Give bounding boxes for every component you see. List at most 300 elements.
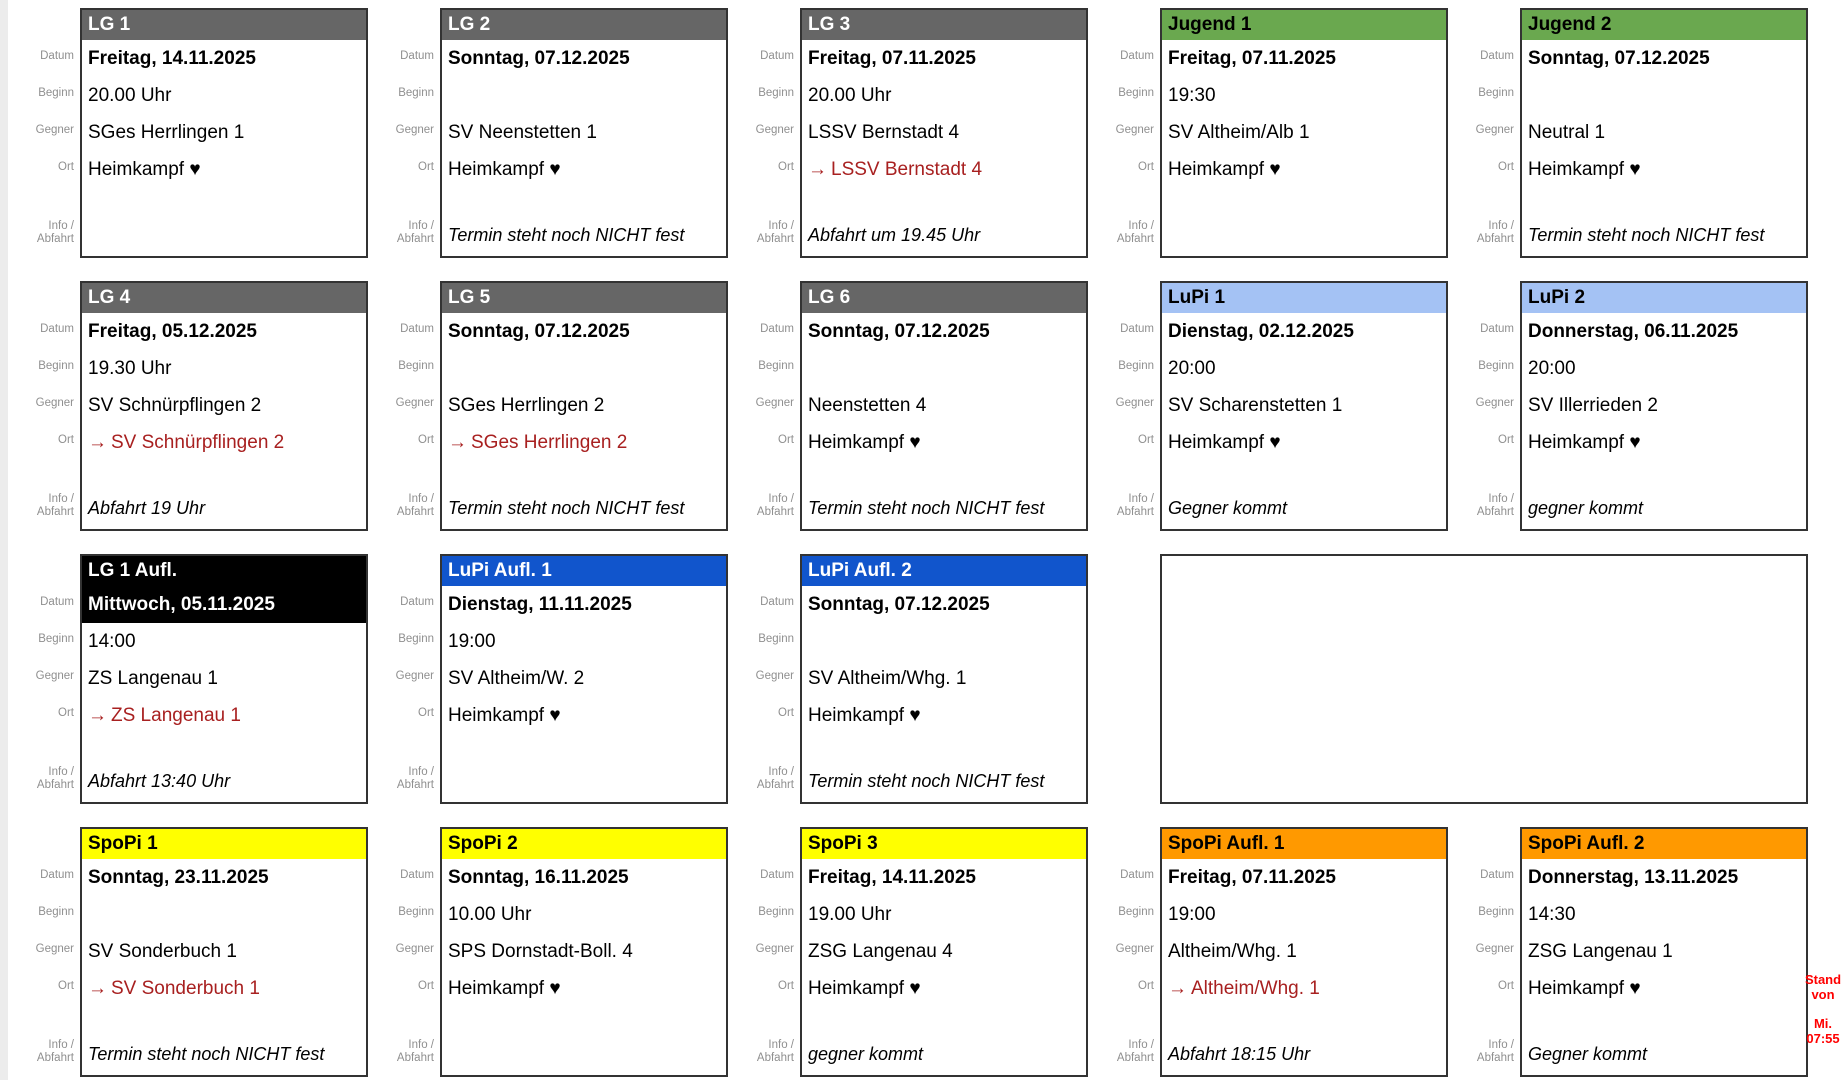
label-beginn: Beginn bbox=[398, 87, 434, 99]
label-beginn: Beginn bbox=[398, 906, 434, 918]
label-gegner: Gegner bbox=[395, 397, 434, 409]
away-arrow-icon: → bbox=[88, 432, 107, 453]
label-info-abfahrt bbox=[1448, 213, 1520, 253]
match-card bbox=[80, 281, 368, 531]
match-location bbox=[1522, 151, 1806, 188]
label-info-abfahrt bbox=[368, 213, 440, 253]
label-info-line1: Info / bbox=[48, 220, 74, 232]
label-spacer bbox=[1448, 459, 1520, 486]
match-location bbox=[1522, 424, 1806, 461]
match-location-text: Heimkampf ♥ bbox=[808, 978, 921, 999]
match-start-time: 19.30 Uhr bbox=[88, 358, 172, 379]
match-card bbox=[1520, 281, 1808, 531]
match-date: Sonntag, 23.11.2025 bbox=[88, 867, 269, 888]
label-info-line2: Abfahrt bbox=[1476, 506, 1514, 518]
label-gegner: Gegner bbox=[35, 397, 74, 409]
label-datum: Datum bbox=[1480, 323, 1514, 335]
match-start-time bbox=[1522, 77, 1806, 114]
label-info-line1: Info / bbox=[1128, 493, 1154, 505]
label-ort: Ort bbox=[778, 434, 794, 446]
match-date: Donnerstag, 06.11.2025 bbox=[1528, 321, 1739, 342]
label-datum: Datum bbox=[760, 50, 794, 62]
team-title: LuPi Aufl. 2 bbox=[802, 556, 1086, 586]
label-ort: Ort bbox=[418, 707, 434, 719]
match-location-text: Heimkampf ♥ bbox=[448, 978, 561, 999]
match-start-time: 10.00 Uhr bbox=[448, 904, 532, 925]
match-location bbox=[82, 424, 366, 461]
label-info-abfahrt bbox=[1448, 1032, 1520, 1072]
match-location-text: Heimkampf ♥ bbox=[1168, 159, 1281, 180]
label-info-line2: Abfahrt bbox=[1476, 233, 1514, 245]
card-spacer bbox=[442, 188, 726, 215]
match-location bbox=[442, 424, 726, 461]
match-start-time: 14:00 bbox=[88, 631, 136, 652]
match-start-time bbox=[442, 77, 726, 114]
label-info-line2: Abfahrt bbox=[36, 233, 74, 245]
label-spacer bbox=[8, 1005, 80, 1032]
match-date: Freitag, 14.11.2025 bbox=[88, 48, 256, 69]
card-spacer bbox=[1162, 461, 1446, 488]
row-label-gutter bbox=[368, 281, 440, 531]
team-title: LuPi 2 bbox=[1522, 283, 1806, 313]
row-label-gutter bbox=[368, 827, 440, 1077]
label-datum: Datum bbox=[760, 596, 794, 608]
stand-time: 07:55 bbox=[1806, 1031, 1840, 1046]
match-date: Mittwoch, 05.11.2025 bbox=[82, 586, 366, 623]
match-info: Abfahrt um 19.45 Uhr bbox=[808, 225, 981, 245]
label-info-abfahrt bbox=[8, 1032, 80, 1072]
match-opponent: SV Altheim/Alb 1 bbox=[1168, 122, 1310, 143]
row-label-gutter bbox=[8, 554, 80, 804]
label-info-line2: Abfahrt bbox=[756, 506, 794, 518]
label-datum: Datum bbox=[400, 596, 434, 608]
label-info-abfahrt bbox=[368, 759, 440, 799]
card-spacer bbox=[802, 188, 1086, 215]
match-start-time: 19.00 Uhr bbox=[808, 904, 892, 925]
label-beginn: Beginn bbox=[758, 87, 794, 99]
row-label-gutter bbox=[8, 281, 80, 531]
match-start-time: 19:00 bbox=[1168, 904, 1216, 925]
away-arrow-icon: → bbox=[1168, 978, 1187, 999]
match-location bbox=[82, 151, 366, 188]
match-location-text: SV Schnürpflingen 2 bbox=[111, 432, 285, 453]
team-title: SpoPi Aufl. 1 bbox=[1162, 829, 1446, 859]
label-spacer bbox=[368, 732, 440, 759]
match-opponent: Altheim/Whg. 1 bbox=[1168, 941, 1297, 962]
schedule-cell bbox=[8, 281, 368, 531]
label-info-line2: Abfahrt bbox=[756, 1052, 794, 1064]
row-label-gutter bbox=[368, 554, 440, 804]
match-date: Sonntag, 07.12.2025 bbox=[808, 321, 990, 342]
match-opponent: SV Sonderbuch 1 bbox=[88, 941, 237, 962]
label-datum: Datum bbox=[760, 323, 794, 335]
match-info: Termin steht noch NICHT fest bbox=[1528, 225, 1765, 245]
match-location-text: SV Sonderbuch 1 bbox=[111, 978, 260, 999]
match-opponent: Neutral 1 bbox=[1528, 122, 1606, 143]
label-info-line1: Info / bbox=[1128, 1039, 1154, 1051]
label-info-line2: Abfahrt bbox=[36, 779, 74, 791]
match-info: Termin steht noch NICHT fest bbox=[448, 225, 685, 245]
match-card bbox=[1160, 8, 1448, 258]
schedule-row bbox=[0, 827, 1843, 1077]
label-info-line1: Info / bbox=[48, 493, 74, 505]
card-spacer bbox=[1522, 461, 1806, 488]
schedule-cell bbox=[728, 281, 1088, 531]
schedule-row bbox=[0, 8, 1843, 258]
label-gegner: Gegner bbox=[755, 397, 794, 409]
label-datum: Datum bbox=[40, 323, 74, 335]
match-location bbox=[1162, 151, 1446, 188]
match-location bbox=[802, 424, 1086, 461]
label-gegner: Gegner bbox=[1475, 397, 1514, 409]
match-opponent: SGes Herrlingen 2 bbox=[448, 395, 605, 416]
schedule-cell bbox=[368, 554, 728, 804]
match-opponent: SV Altheim/W. 2 bbox=[448, 668, 585, 689]
label-spacer bbox=[728, 1005, 800, 1032]
label-info-line1: Info / bbox=[48, 766, 74, 778]
match-location bbox=[1162, 970, 1446, 1007]
label-info-abfahrt bbox=[1448, 486, 1520, 526]
label-gegner: Gegner bbox=[35, 124, 74, 136]
label-info-line1: Info / bbox=[1128, 220, 1154, 232]
match-start-time: 20:00 bbox=[1168, 358, 1216, 379]
card-spacer bbox=[82, 461, 366, 488]
label-gegner: Gegner bbox=[395, 670, 434, 682]
match-card bbox=[1160, 281, 1448, 531]
label-info-abfahrt bbox=[1088, 486, 1160, 526]
row-label-gutter bbox=[728, 281, 800, 531]
match-location-text: Heimkampf ♥ bbox=[1168, 432, 1281, 453]
match-date: Dienstag, 11.11.2025 bbox=[448, 594, 632, 615]
card-spacer bbox=[1522, 188, 1806, 215]
label-spacer bbox=[728, 459, 800, 486]
match-date: Freitag, 05.12.2025 bbox=[88, 321, 257, 342]
match-location-text: Altheim/Whg. 1 bbox=[1191, 978, 1320, 999]
match-start-time: 20.00 Uhr bbox=[808, 85, 892, 106]
label-beginn: Beginn bbox=[1118, 906, 1154, 918]
card-spacer bbox=[1522, 1007, 1806, 1034]
label-info-abfahrt bbox=[8, 759, 80, 799]
label-datum: Datum bbox=[400, 869, 434, 881]
label-gegner: Gegner bbox=[755, 124, 794, 136]
match-info: Abfahrt 18:15 Uhr bbox=[1168, 1044, 1311, 1064]
match-card bbox=[1520, 827, 1808, 1077]
schedule-cell bbox=[1088, 281, 1448, 531]
match-location bbox=[442, 697, 726, 734]
label-datum: Datum bbox=[400, 50, 434, 62]
label-spacer bbox=[8, 459, 80, 486]
match-info bbox=[442, 1034, 726, 1074]
match-start-time bbox=[82, 896, 366, 933]
label-info-line2: Abfahrt bbox=[36, 1052, 74, 1064]
match-date: Freitag, 14.11.2025 bbox=[808, 867, 976, 888]
label-spacer bbox=[1088, 1005, 1160, 1032]
label-info-abfahrt bbox=[1088, 213, 1160, 253]
match-card bbox=[1160, 827, 1448, 1077]
match-info bbox=[1162, 215, 1446, 255]
match-start-time bbox=[802, 623, 1086, 660]
label-datum: Datum bbox=[40, 50, 74, 62]
label-spacer bbox=[368, 186, 440, 213]
stand-day: Mi. bbox=[1813, 1016, 1833, 1031]
match-opponent: SV Schnürpflingen 2 bbox=[88, 395, 262, 416]
stand-gap bbox=[1804, 1002, 1842, 1016]
label-datum: Datum bbox=[400, 323, 434, 335]
match-start-time: 19:00 bbox=[448, 631, 496, 652]
team-title: LG 5 bbox=[442, 283, 726, 313]
team-title: LuPi Aufl. 1 bbox=[442, 556, 726, 586]
match-date: Sonntag, 07.12.2025 bbox=[448, 321, 630, 342]
label-info-line2: Abfahrt bbox=[1116, 233, 1154, 245]
match-opponent: SV Illerrieden 2 bbox=[1528, 395, 1658, 416]
match-location bbox=[802, 697, 1086, 734]
label-spacer bbox=[8, 732, 80, 759]
match-card bbox=[80, 827, 368, 1077]
card-spacer bbox=[802, 1007, 1086, 1034]
label-info-line1: Info / bbox=[48, 1039, 74, 1051]
stand-timestamp bbox=[1804, 972, 1842, 1046]
label-ort: Ort bbox=[418, 434, 434, 446]
team-title: Jugend 1 bbox=[1162, 10, 1446, 40]
match-location-text: Heimkampf ♥ bbox=[88, 159, 201, 180]
away-arrow-icon: → bbox=[808, 159, 827, 180]
label-ort: Ort bbox=[1138, 980, 1154, 992]
label-info-line1: Info / bbox=[1488, 1039, 1514, 1051]
row-label-gutter-empty bbox=[1088, 554, 1160, 804]
label-info-abfahrt bbox=[368, 1032, 440, 1072]
match-location bbox=[442, 970, 726, 1007]
label-gegner: Gegner bbox=[755, 943, 794, 955]
match-date: Sonntag, 07.12.2025 bbox=[448, 48, 630, 69]
match-info: Gegner kommt bbox=[1528, 1044, 1648, 1064]
label-info-line2: Abfahrt bbox=[1116, 506, 1154, 518]
stand-label: Stand von bbox=[1804, 972, 1842, 1002]
label-info-abfahrt bbox=[728, 759, 800, 799]
match-info: gegner kommt bbox=[1528, 498, 1644, 518]
card-spacer bbox=[802, 461, 1086, 488]
schedule-cell bbox=[8, 8, 368, 258]
match-location bbox=[1522, 970, 1806, 1007]
schedule-cell bbox=[1448, 281, 1808, 531]
match-opponent: SV Scharenstetten 1 bbox=[1168, 395, 1343, 416]
label-beginn: Beginn bbox=[1118, 360, 1154, 372]
label-beginn: Beginn bbox=[1478, 87, 1514, 99]
match-opponent: SGes Herrlingen 1 bbox=[88, 122, 245, 143]
label-info-line2: Abfahrt bbox=[756, 233, 794, 245]
schedule-cell bbox=[1088, 8, 1448, 258]
label-datum: Datum bbox=[40, 596, 74, 608]
label-beginn: Beginn bbox=[758, 633, 794, 645]
label-datum: Datum bbox=[760, 869, 794, 881]
match-location bbox=[802, 970, 1086, 1007]
match-location-text: Heimkampf ♥ bbox=[808, 705, 921, 726]
match-card bbox=[80, 8, 368, 258]
label-info-abfahrt bbox=[8, 213, 80, 253]
match-start-time bbox=[802, 350, 1086, 387]
label-ort: Ort bbox=[58, 161, 74, 173]
match-opponent: ZS Langenau 1 bbox=[88, 668, 218, 689]
label-gegner: Gegner bbox=[1115, 397, 1154, 409]
label-datum: Datum bbox=[1480, 50, 1514, 62]
label-info-line2: Abfahrt bbox=[396, 233, 434, 245]
match-card bbox=[800, 8, 1088, 258]
card-spacer bbox=[82, 734, 366, 761]
team-title: SpoPi 1 bbox=[82, 829, 366, 859]
match-location bbox=[442, 151, 726, 188]
label-spacer bbox=[728, 732, 800, 759]
match-card bbox=[800, 827, 1088, 1077]
match-opponent: SV Altheim/Whg. 1 bbox=[808, 668, 967, 689]
match-info: Abfahrt 19 Uhr bbox=[88, 498, 206, 518]
row-label-gutter bbox=[1448, 8, 1520, 258]
label-info-line1: Info / bbox=[1488, 493, 1514, 505]
label-gegner: Gegner bbox=[1475, 124, 1514, 136]
label-ort: Ort bbox=[1498, 434, 1514, 446]
card-spacer bbox=[802, 734, 1086, 761]
label-beginn: Beginn bbox=[38, 360, 74, 372]
match-date: Freitag, 07.11.2025 bbox=[1168, 867, 1336, 888]
team-title: LG 1 Aufl. bbox=[82, 556, 366, 586]
label-gegner: Gegner bbox=[35, 943, 74, 955]
match-date: Donnerstag, 13.11.2025 bbox=[1528, 867, 1739, 888]
match-opponent: Neenstetten 4 bbox=[808, 395, 927, 416]
label-info-abfahrt bbox=[368, 486, 440, 526]
row-label-gutter bbox=[728, 8, 800, 258]
label-spacer bbox=[728, 186, 800, 213]
label-gegner: Gegner bbox=[395, 124, 434, 136]
label-spacer bbox=[1448, 1005, 1520, 1032]
label-beginn: Beginn bbox=[38, 906, 74, 918]
label-ort: Ort bbox=[418, 161, 434, 173]
card-spacer bbox=[82, 1007, 366, 1034]
row-label-gutter bbox=[8, 827, 80, 1077]
label-ort: Ort bbox=[1498, 161, 1514, 173]
schedule-cell bbox=[1088, 827, 1448, 1077]
label-info-line1: Info / bbox=[408, 493, 434, 505]
row-label-gutter bbox=[1088, 827, 1160, 1077]
match-location-text: Heimkampf ♥ bbox=[1528, 159, 1641, 180]
schedule-cell bbox=[368, 827, 728, 1077]
team-title: LuPi 1 bbox=[1162, 283, 1446, 313]
team-title: SpoPi 2 bbox=[442, 829, 726, 859]
label-info-line1: Info / bbox=[768, 1039, 794, 1051]
match-location-text: Heimkampf ♥ bbox=[808, 432, 921, 453]
label-info-abfahrt bbox=[728, 1032, 800, 1072]
team-title: LG 2 bbox=[442, 10, 726, 40]
label-ort: Ort bbox=[1138, 434, 1154, 446]
match-start-time: 20.00 Uhr bbox=[88, 85, 172, 106]
away-arrow-icon: → bbox=[448, 432, 467, 453]
card-spacer bbox=[442, 461, 726, 488]
match-start-time: 19:30 bbox=[1168, 85, 1216, 106]
label-beginn: Beginn bbox=[398, 633, 434, 645]
label-info-line1: Info / bbox=[768, 220, 794, 232]
label-beginn: Beginn bbox=[758, 906, 794, 918]
match-location-text: Heimkampf ♥ bbox=[1528, 978, 1641, 999]
match-card bbox=[800, 281, 1088, 531]
label-info-line1: Info / bbox=[408, 766, 434, 778]
label-datum: Datum bbox=[1120, 869, 1154, 881]
match-opponent: ZSG Langenau 1 bbox=[1528, 941, 1673, 962]
label-gegner: Gegner bbox=[395, 943, 434, 955]
label-ort: Ort bbox=[778, 707, 794, 719]
label-ort: Ort bbox=[1138, 161, 1154, 173]
match-location-text: Heimkampf ♥ bbox=[1528, 432, 1641, 453]
label-datum: Datum bbox=[1120, 50, 1154, 62]
label-info-abfahrt bbox=[1088, 1032, 1160, 1072]
label-beginn: Beginn bbox=[38, 87, 74, 99]
label-datum: Datum bbox=[40, 869, 74, 881]
label-datum: Datum bbox=[1120, 323, 1154, 335]
schedule-row bbox=[0, 281, 1843, 531]
label-gegner: Gegner bbox=[1475, 943, 1514, 955]
schedule-cell bbox=[1448, 827, 1808, 1077]
label-info-line2: Abfahrt bbox=[1116, 1052, 1154, 1064]
match-location-text: SGes Herrlingen 2 bbox=[471, 432, 628, 453]
schedule-cell bbox=[728, 8, 1088, 258]
label-gegner: Gegner bbox=[35, 670, 74, 682]
label-gegner: Gegner bbox=[1115, 124, 1154, 136]
label-spacer bbox=[1448, 186, 1520, 213]
team-title: LG 1 bbox=[82, 10, 366, 40]
match-card bbox=[80, 554, 368, 804]
row-label-gutter bbox=[728, 827, 800, 1077]
row-label-gutter bbox=[1448, 281, 1520, 531]
label-info-line1: Info / bbox=[768, 766, 794, 778]
label-info-abfahrt bbox=[8, 486, 80, 526]
match-info bbox=[82, 215, 366, 255]
match-date: Sonntag, 16.11.2025 bbox=[448, 867, 629, 888]
label-info-line2: Abfahrt bbox=[1476, 1052, 1514, 1064]
label-info-line1: Info / bbox=[768, 493, 794, 505]
label-ort: Ort bbox=[778, 161, 794, 173]
card-spacer bbox=[1162, 1007, 1446, 1034]
match-location-text: LSSV Bernstadt 4 bbox=[831, 159, 983, 180]
label-info-line1: Info / bbox=[408, 1039, 434, 1051]
match-card bbox=[800, 554, 1088, 804]
schedule-cell bbox=[1448, 8, 1808, 258]
match-location bbox=[1162, 424, 1446, 461]
schedule-cell bbox=[728, 554, 1088, 804]
label-beginn: Beginn bbox=[38, 633, 74, 645]
match-date: Sonntag, 07.12.2025 bbox=[808, 594, 990, 615]
match-location bbox=[82, 697, 366, 734]
match-opponent: ZSG Langenau 4 bbox=[808, 941, 953, 962]
schedule-cell bbox=[8, 554, 368, 804]
label-ort: Ort bbox=[418, 980, 434, 992]
label-info-abfahrt bbox=[728, 213, 800, 253]
label-gegner: Gegner bbox=[1115, 943, 1154, 955]
label-ort: Ort bbox=[58, 707, 74, 719]
empty-schedule-box bbox=[1160, 554, 1808, 804]
match-opponent: LSSV Bernstadt 4 bbox=[808, 122, 960, 143]
schedule-row bbox=[0, 554, 1843, 804]
away-arrow-icon: → bbox=[88, 978, 107, 999]
schedule-cell bbox=[8, 827, 368, 1077]
label-ort: Ort bbox=[58, 434, 74, 446]
label-beginn: Beginn bbox=[398, 360, 434, 372]
match-date: Freitag, 07.11.2025 bbox=[808, 48, 976, 69]
match-opponent: SPS Dornstadt-Boll. 4 bbox=[448, 941, 633, 962]
label-spacer bbox=[1088, 459, 1160, 486]
team-title: SpoPi Aufl. 2 bbox=[1522, 829, 1806, 859]
match-card bbox=[440, 8, 728, 258]
match-location bbox=[802, 151, 1086, 188]
match-opponent: SV Neenstetten 1 bbox=[448, 122, 597, 143]
match-card bbox=[440, 827, 728, 1077]
label-ort: Ort bbox=[1498, 980, 1514, 992]
label-info-line2: Abfahrt bbox=[396, 506, 434, 518]
